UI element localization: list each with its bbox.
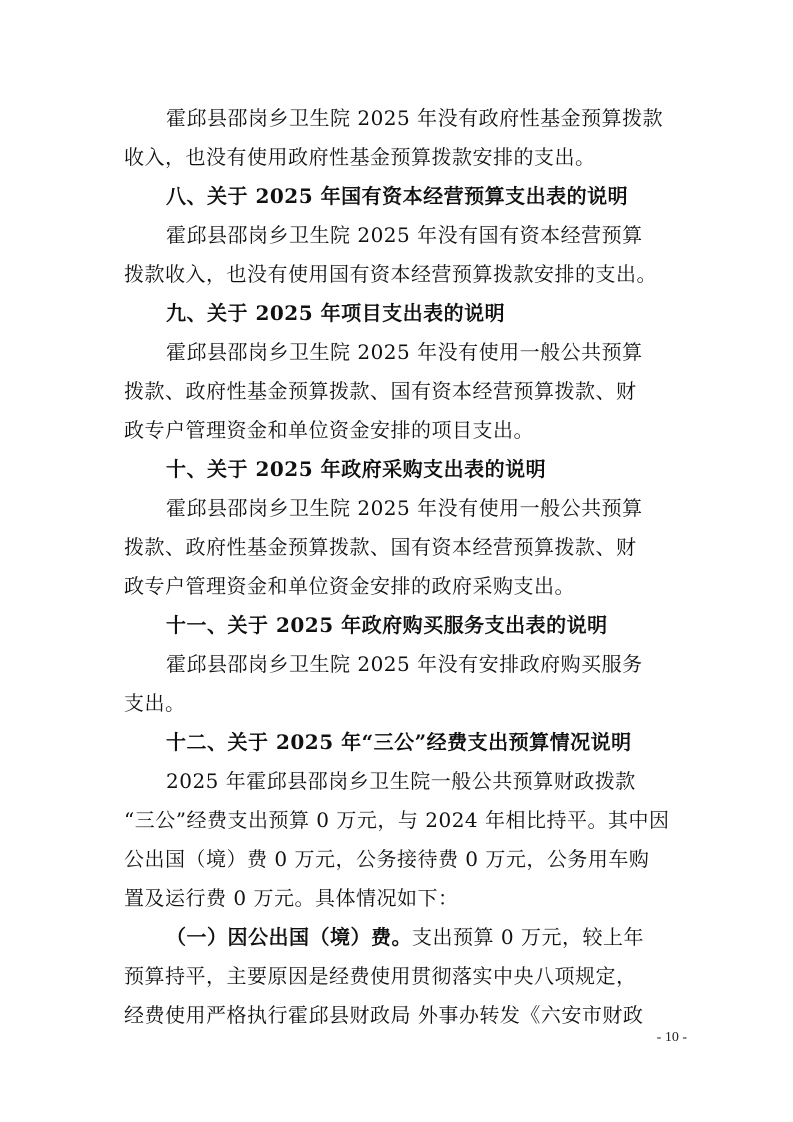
paragraph-line: 收入，也没有使用政府性基金预算拨款安排的支出。	[124, 145, 596, 169]
paragraph-line: 支出。	[124, 691, 186, 715]
paragraph-line: 拨款、政府性基金预算拨款、国有资本经营预算拨款、财	[124, 379, 637, 403]
paragraph-line: 霍邱县邵岗乡卫生院 2025 年没有国有资本经营预算	[166, 223, 643, 247]
section-heading: 九、关于 2025 年项目支出表的说明	[166, 301, 506, 325]
paragraph-line: 霍邱县邵岗乡卫生院 2025 年没有政府性基金预算拨款	[166, 106, 664, 130]
paragraph-line: 预算持平，主要原因是经费使用贯彻落实中央八项规定，	[124, 964, 637, 988]
section-heading: 十二、关于 2025 年“三公”经费支出预算情况说明	[166, 730, 632, 754]
paragraph-line	[166, 923, 684, 951]
paragraph-line: 拨款收入，也没有使用国有资本经营预算拨款安排的支出。	[124, 262, 657, 286]
paragraph-line: 公出国（境）费 0 万元，公务接待费 0 万元，公务用车购	[124, 847, 650, 871]
paragraph-line: 拨款、政府性基金预算拨款、国有资本经营预算拨款、财	[124, 535, 637, 559]
subsection-lead: （一）因公出国（境）费。	[166, 925, 412, 949]
paragraph-line: 置及运行费 0 万元。具体情况如下：	[124, 886, 459, 910]
page-number: - 10 -	[656, 1030, 687, 1045]
section-heading: 十一、关于 2025 年政府购买服务支出表的说明	[166, 613, 608, 637]
paragraph-line: 霍邱县邵岗乡卫生院 2025 年没有安排政府购买服务	[166, 652, 643, 676]
paragraph-line: 政专户管理资金和单位资金安排的项目支出。	[124, 418, 534, 442]
paragraph-line: “三公”经费支出预算 0 万元，与 2024 年相比持平。其中因	[124, 808, 670, 832]
section-heading: 八、关于 2025 年国有资本经营预算支出表的说明	[166, 184, 629, 208]
paragraph-line: 霍邱县邵岗乡卫生院 2025 年没有使用一般公共预算	[166, 496, 643, 520]
paragraph-line: 2025 年霍邱县邵岗乡卫生院一般公共预算财政拨款	[166, 769, 636, 793]
section-heading: 十、关于 2025 年政府采购支出表的说明	[166, 457, 547, 481]
paragraph-line: 经费使用严格执行霍邱县财政局 外事办转发《六安市财政	[124, 1003, 644, 1027]
subsection-text: 支出预算 0 万元，较上年	[412, 925, 644, 949]
paragraph-line: 政专户管理资金和单位资金安排的政府采购支出。	[124, 574, 575, 598]
paragraph-line: 霍邱县邵岗乡卫生院 2025 年没有使用一般公共预算	[166, 340, 643, 364]
